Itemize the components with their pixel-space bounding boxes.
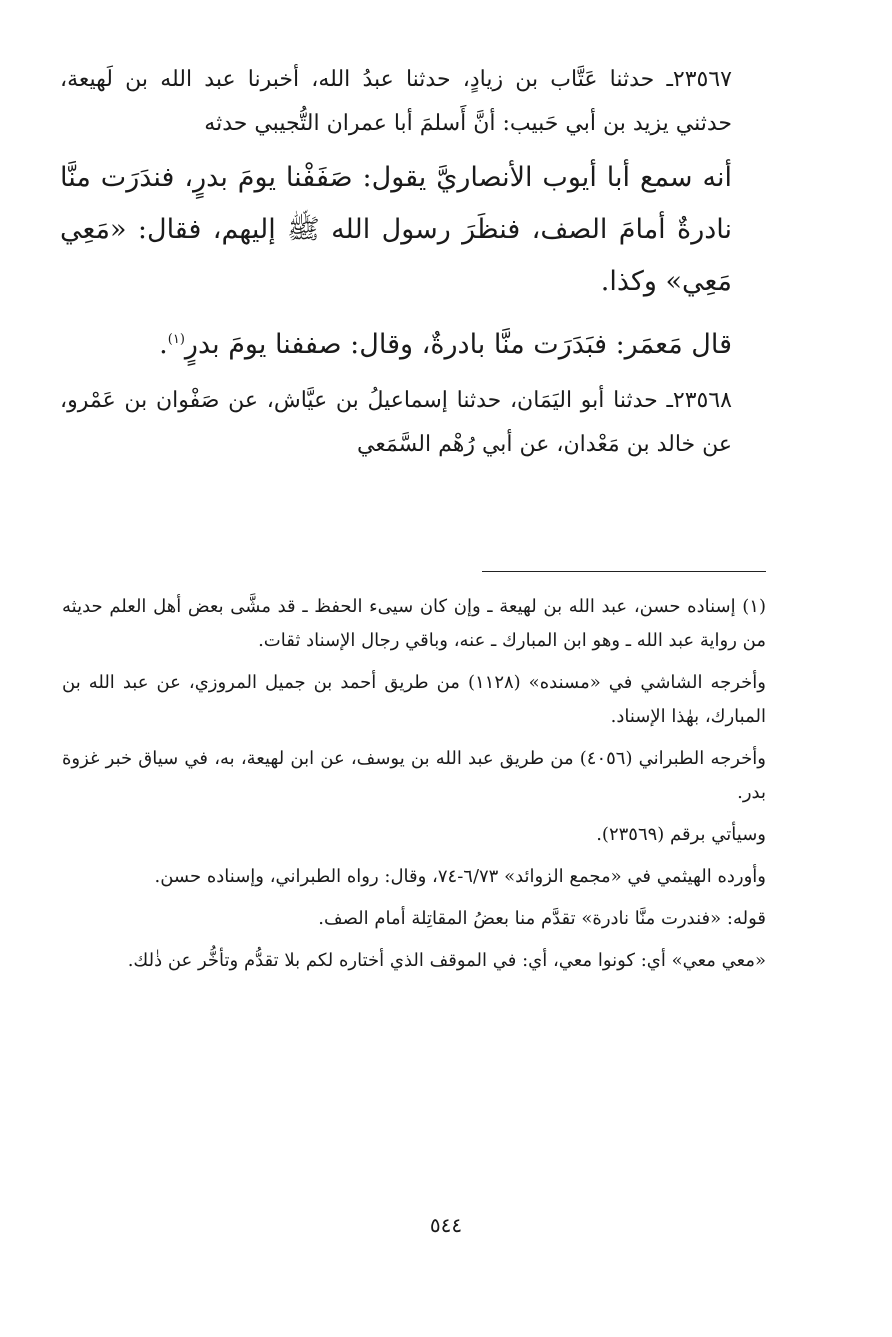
footnote-paragraph: وأخرجه الشاشي في «مسنده» (١١٢٨) من طريق أحمد بن جميل المروزي، عن عبد الله بن المبارك، بهٰذا الإسناد. [62, 672, 766, 727]
footnote-paragraph: وأخرجه الطبراني (٤٠٥٦) من طريق عبد الله بن يوسف، عن ابن لهيعة، به، في سياق خبر غزوة بدر. [62, 748, 766, 803]
footnote-divider [482, 571, 766, 572]
variant-note-text: قال مَعمَر: فبَدَرَت منَّا بادرةٌ، وقال: صففنا يومَ بدرٍ [184, 329, 732, 360]
hadith-23567-matn: أنه سمع أبا أيوب الأنصاريَّ يقول: صَفَفْنا يومَ بدرٍ، فندَرَت منَّا نادرةٌ أمامَ الصف، فنظَرَ رسول الله ﷺ إليهم، فقال: «مَعِي مَعِي» وكذا. [60, 162, 732, 297]
footnote-paragraph: «معي معي» أي: كونوا معي، أي: في الموقف الذي أختاره لكم بلا تقدُّم وتأخُّر عن ذٰلك. [127, 950, 766, 971]
main-text [60, 58, 732, 473]
hadith-23567-variant-note [60, 314, 732, 371]
variant-note-end: . [159, 329, 168, 360]
hadith-23567-isnad: ٢٣٥٦٧ـ حدثنا عَتَّاب بن زيادٍ، حدثنا عبدُ الله، أخبرنا عبد الله بن لَهيعة، حدثني يزيد بن أبي حَبيب: أنَّ أَسلمَ أبا عمران التُّجيبي حدثه [60, 67, 732, 136]
footnote-ref: (١) [167, 332, 185, 347]
footnote-paragraph: وأورده الهيثمي في «مجمع الزوائد» ٦/٧٣-٧٤، وقال: رواه الطبراني، وإسناده حسن. [154, 866, 766, 887]
footnote-paragraph: قوله: «فندرت منَّا نادرة» تقدَّم منا بعضُ المقاتِلة أمام الصف. [318, 908, 766, 929]
footnote-1: (١) إسناده حسن، عبد الله بن لهيعة ـ وإن كان سيىء الحفظ ـ قد مشَّى بعض أهل العلم حديثه من رواية عبد الله ـ وهو ابن المبارك ـ عنه، وباقي رجال الإسناد ثقات. [62, 596, 766, 651]
hadith-23568-isnad: ٢٣٥٦٨ـ حدثنا أبو اليَمَان، حدثنا إسماعيلُ بن عيَّاش، عن صَفْوان بن عَمْرو، عن خالد بن مَعْدان، عن أبي رُهْم السَّمَعي [60, 388, 732, 457]
page-number: ٥٤٤ [429, 1213, 463, 1237]
footnote-paragraph: وسيأتي برقم (٢٣٥٦٩). [596, 824, 766, 845]
footnotes [62, 590, 766, 986]
